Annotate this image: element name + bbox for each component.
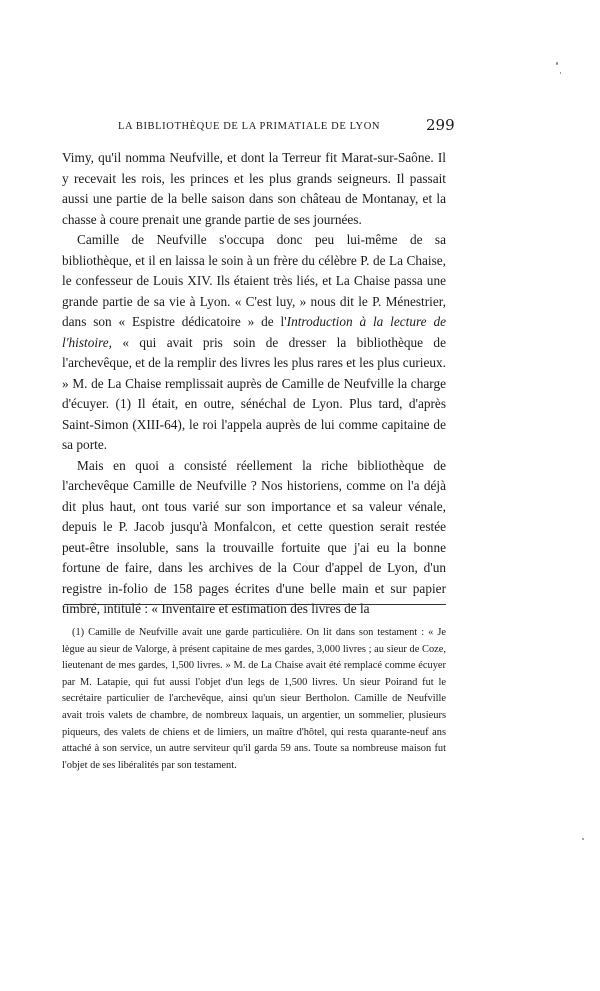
paragraph-3: Mais en quoi a consisté réellement la riche bibliothèque de l'archevêque Camille de Neufville ? Nos historiens, comme on l'a déjà dit plus haut, ont tous varié sur son importance et sa valeur vénale, depuis le P. Jacob jusqu'à Monfalcon, et cette question serait restée peut-être insoluble, sans la trouvaille fortuite que j'ai eu la bonne fortune de faire, dans les archives de la Cour d'appel de Lyon, d'un registre in-folio de 158 pages écrites d'une belle main et sur papier timbré, intitulé : « Inventaire et estimation des livres de la bbox=[62, 457, 446, 616]
main-text bbox=[62, 148, 446, 620]
scan-speck bbox=[556, 62, 558, 65]
paragraph-2-end: « qui avait pris soin de dresser la bibliothèque de l'archevêque, et de la remplir des livres les plus rares et les plus curieux. » M. de La Chaise remplissait auprès de Camille de Neufville la charge d'écuyer. (1) Il était, en outre, sénéchal de Lyon. Plus tard, d'après Saint-Simon (XIII-64), le roi l'appela auprès de lui comme capitaine de sa porte. bbox=[62, 334, 446, 452]
book-title-italic: Introduction à la lecture de l'histoire, bbox=[62, 314, 446, 350]
footnote: (1) Camille de Neufville avait une garde particulière. On lit dans son testament : « Je lègue au sieur de Valorge, à présent capitaine de mes gardes, 3,000 livres ; au sieur de Coze, lieutenant de mes gardes, 1,500 livres. » M. de La Chaise avait été remplacé comme écuyer par M. Latapie, qui fut aussi l'objet d'un legs de 1,500 livres. Un sieur Poirand fut le secrétaire particulier de l'archevêque, ainsi qu'un sieur Bertholon. Camille de Neufville avait trois valets de chambre, de nombreux laquais, un argentier, un sommelier, plusieurs piqueurs, des valets de chiens et de limiers, un maître d'hôtel, qui resta quarante-neuf ans attaché à son service, un autre serviteur qu'il garda 59 ans. Toute sa nombreuse maison fut l'objet de ses libéralités par son testament. bbox=[62, 627, 446, 771]
scan-speck bbox=[560, 72, 561, 74]
running-header: LA BIBLIOTHÈQUE DE LA PRIMATIALE DE LYON bbox=[118, 121, 381, 132]
scan-speck bbox=[582, 838, 584, 840]
paragraph-2-start: Camille de Neufville s'occupa donc peu lui-même de sa bibliothèque, et il en laissa le soin à un frère du célèbre P. de La Chaise, le confesseur de Louis XIV. Ils étaient très liés, et La Chaise passa une grande partie de sa vie à Lyon. « C'est luy, » nous dit le P. Ménestrier, dans son « Espistre dédicatoire » de l' bbox=[62, 232, 446, 329]
page-number: 299 bbox=[426, 116, 455, 134]
paragraph-2 bbox=[62, 230, 446, 456]
paragraph-1: Vimy, qu'il nomma Neufville, et dont la Terreur fit Marat-sur-Saône. Il y recevait les rois, les princes et les plus grands seigneurs. Il passait aussi une partie de la belle saison dans son château de Montanay, et la chasse à coure prenait une grande partie de ses journées. bbox=[62, 150, 446, 227]
footnote-divider bbox=[64, 604, 446, 605]
